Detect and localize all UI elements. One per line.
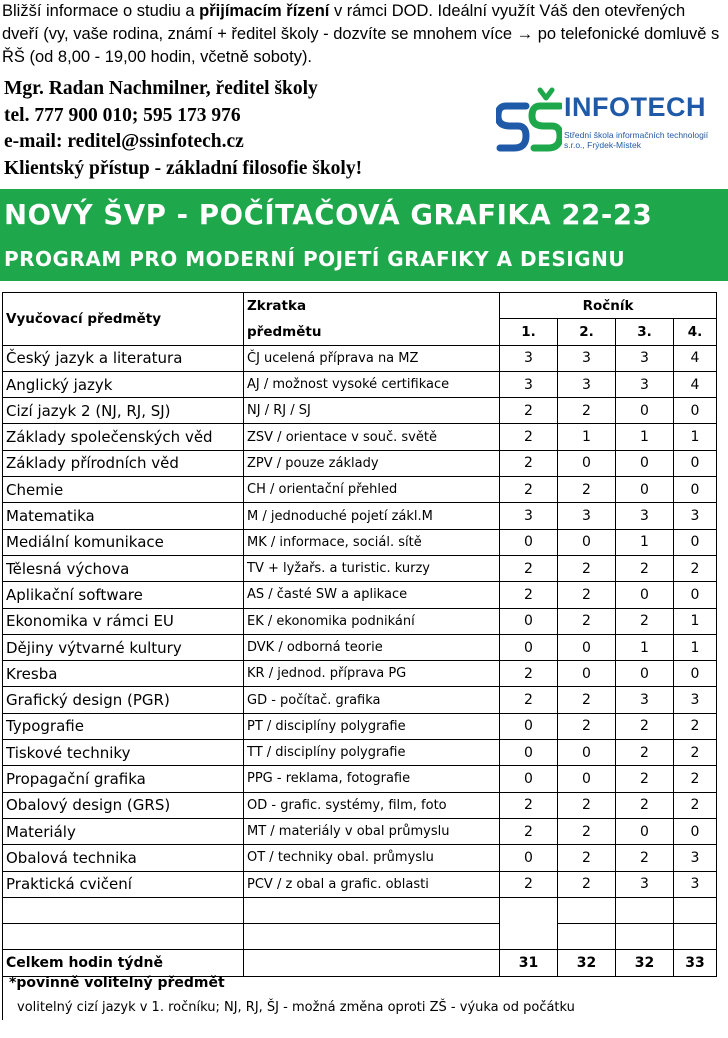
hours-year-4: 1 [674, 424, 717, 450]
subject-abbr: M / jednoduché pojetí zákl.M [244, 503, 500, 529]
header-year-2: 2. [558, 319, 616, 345]
table-row [3, 398, 717, 424]
hours-year-1: 2 [500, 582, 558, 608]
table-row [3, 871, 717, 897]
subject-abbr: ČJ ucelená příprava na MZ [244, 345, 500, 371]
subject-abbr: ZPV / pouze základy [244, 450, 500, 476]
hours-year-3: 3 [616, 687, 674, 713]
subject-abbr: MK / informace, sociál. sítě [244, 529, 500, 555]
hours-year-4: 2 [674, 740, 717, 766]
hours-year-1: 2 [500, 818, 558, 844]
hours-year-3: 0 [616, 450, 674, 476]
hours-year-4: 3 [674, 871, 717, 897]
hours-year-1: 2 [500, 477, 558, 503]
hours-year-3: 0 [616, 582, 674, 608]
subject-name: Mediální komunikace [3, 529, 244, 555]
hours-year-2: 2 [558, 713, 616, 739]
program-banner [0, 189, 728, 281]
subject-name: Základy společenských věd [3, 424, 244, 450]
total-year-1: 31 [500, 950, 558, 976]
subject-name: Dějiny výtvarné kultury [3, 634, 244, 660]
total-year-2: 32 [558, 950, 616, 976]
hours-year-3: 2 [616, 608, 674, 634]
logo-subtitle: Střední škola informačních technologií s.r.o., Frýdek-Místek [564, 130, 709, 150]
contact-block [4, 76, 362, 182]
header-year-1: 1. [500, 319, 558, 345]
hours-year-3: 2 [616, 555, 674, 581]
hours-year-3: 0 [616, 398, 674, 424]
empty-cell [616, 924, 674, 950]
header-year-3: 3. [616, 319, 674, 345]
table-row [3, 687, 717, 713]
empty-cell [500, 924, 558, 950]
hours-year-2: 2 [558, 608, 616, 634]
director-name: Mgr. Radan Nachmilner, ředitel školy [4, 78, 318, 99]
intro-text-a: Bližší informace o studiu a [2, 2, 200, 20]
hours-year-3: 0 [616, 818, 674, 844]
subject-abbr: MT / materiály v obal průmyslu [244, 818, 500, 844]
hours-year-4: 1 [674, 608, 717, 634]
hours-year-3: 2 [616, 845, 674, 871]
subject-abbr: NJ / RJ / SJ [244, 398, 500, 424]
intro-text-c: v rámci DOD. Ideální využít Váš den otevřených dveří (vy, vaše rodina, známí + ředitel školy - dozvíte se mnohem více → po telefonické domluvě s ŘŠ (od 8,00 - 19,00 hodin, včetně soboty). [2, 2, 720, 66]
header-subject: Vyučovací předměty [3, 293, 244, 346]
hours-year-4: 2 [674, 766, 717, 792]
hours-year-1: 2 [500, 871, 558, 897]
intro-paragraph [2, 0, 726, 69]
hours-year-3: 3 [616, 503, 674, 529]
hours-year-1: 2 [500, 687, 558, 713]
subject-name: Tělesná výchova [3, 555, 244, 581]
header-year: Ročník [500, 293, 717, 319]
hours-year-4: 2 [674, 792, 717, 818]
empty-cell [674, 924, 717, 950]
table-row [3, 345, 717, 371]
hours-year-2: 1 [558, 424, 616, 450]
hours-year-3: 0 [616, 661, 674, 687]
hours-year-3: 3 [616, 345, 674, 371]
hours-year-1: 2 [500, 661, 558, 687]
total-year-3: 32 [616, 950, 674, 976]
hours-year-1: 2 [500, 398, 558, 424]
logo-name: INFOTECH [564, 92, 706, 122]
table-row [3, 477, 717, 503]
hours-year-4: 4 [674, 345, 717, 371]
hours-year-2: 3 [558, 371, 616, 397]
header-row-1 [3, 293, 717, 319]
subject-name: Propagační grafika [3, 766, 244, 792]
hours-year-4: 0 [674, 450, 717, 476]
subject-name: Cizí jazyk 2 (NJ, RJ, SJ) [3, 398, 244, 424]
hours-year-3: 1 [616, 424, 674, 450]
hours-year-3: 1 [616, 634, 674, 660]
subject-name: Anglický jazyk [3, 371, 244, 397]
hours-year-4: 0 [674, 582, 717, 608]
table-row [3, 529, 717, 555]
subject-abbr: OT / techniky obal. průmyslu [244, 845, 500, 871]
school-motto: Klientský přístup - základní filosofie školy! [4, 157, 363, 179]
hours-year-2: 3 [558, 345, 616, 371]
subject-abbr: OD - grafic. systémy, film, foto [244, 792, 500, 818]
curriculum-table [2, 292, 717, 977]
notes-block [2, 970, 717, 1020]
hours-year-1: 0 [500, 713, 558, 739]
subject-name: Grafický design (PGR) [3, 687, 244, 713]
hours-year-4: 2 [674, 713, 717, 739]
table-row [3, 634, 717, 660]
hours-year-1: 3 [500, 503, 558, 529]
table-row [3, 792, 717, 818]
intro-text [2, 0, 726, 69]
hours-year-1: 3 [500, 371, 558, 397]
table-row [3, 818, 717, 844]
subject-name: Kresba [3, 661, 244, 687]
subject-abbr: ZSV / orientace v souč. světě [244, 424, 500, 450]
empty-cell [244, 924, 500, 950]
hours-year-4: 0 [674, 661, 717, 687]
header-year-4: 4. [674, 319, 717, 345]
hours-year-1: 2 [500, 424, 558, 450]
hours-year-4: 2 [674, 555, 717, 581]
subject-name: Typografie [3, 713, 244, 739]
empty-cell [500, 897, 558, 923]
empty-cell [558, 897, 616, 923]
table-row [3, 766, 717, 792]
hours-year-4: 3 [674, 687, 717, 713]
empty-cell [674, 897, 717, 923]
hours-year-1: 2 [500, 555, 558, 581]
subject-abbr: EK / ekonomika podnikání [244, 608, 500, 634]
intro-text-bold: přijímacím řízení [199, 2, 330, 20]
hours-year-2: 2 [558, 818, 616, 844]
table-row [3, 582, 717, 608]
hours-year-2: 2 [558, 845, 616, 871]
subject-name: Český jazyk a literatura [3, 345, 244, 371]
subject-name: Praktická cvičení [3, 871, 244, 897]
hours-year-3: 2 [616, 713, 674, 739]
banner-subtitle: PROGRAM PRO MODERNÍ POJETÍ GRAFIKY A DESIGNU [4, 247, 626, 271]
hours-year-3: 2 [616, 792, 674, 818]
note-language: volitelný cizí jazyk v 1. ročníku; NJ, RJ, ŠJ - možná změna oproti ZŠ - výuka od počátku [17, 1000, 575, 1015]
hours-year-3: 3 [616, 371, 674, 397]
hours-year-1: 2 [500, 450, 558, 476]
hours-year-2: 3 [558, 503, 616, 529]
subject-abbr: PCV / z obal a grafic. oblasti [244, 871, 500, 897]
ss-logo-mark-icon [496, 86, 562, 156]
table-row [3, 608, 717, 634]
subject-abbr: TT / disciplíny polygrafie [244, 740, 500, 766]
hours-year-2: 2 [558, 555, 616, 581]
hours-year-4: 4 [674, 371, 717, 397]
hours-year-2: 0 [558, 766, 616, 792]
subject-name: Obalový design (GRS) [3, 792, 244, 818]
hours-year-2: 0 [558, 634, 616, 660]
header-abbr-2: předmětu [244, 319, 500, 345]
table-row [3, 845, 717, 871]
hours-year-4: 1 [674, 634, 717, 660]
hours-year-2: 2 [558, 398, 616, 424]
subject-abbr: PPG - reklama, fotografie [244, 766, 500, 792]
subject-name: Základy přírodních věd [3, 450, 244, 476]
hours-year-2: 2 [558, 792, 616, 818]
subject-name: Ekonomika v rámci EU [3, 608, 244, 634]
hours-year-1: 2 [500, 792, 558, 818]
header-abbr-1: Zkratka [244, 293, 500, 319]
subject-name: Aplikační software [3, 582, 244, 608]
hours-year-2: 2 [558, 582, 616, 608]
hours-year-2: 0 [558, 450, 616, 476]
hours-year-4: 0 [674, 529, 717, 555]
table-row [3, 555, 717, 581]
table-row [3, 713, 717, 739]
hours-year-1: 3 [500, 345, 558, 371]
hours-year-4: 3 [674, 503, 717, 529]
subject-abbr: DVK / odborná teorie [244, 634, 500, 660]
empty-cell [3, 897, 244, 923]
hours-year-3: 0 [616, 477, 674, 503]
empty-row [3, 897, 717, 923]
empty-cell [616, 897, 674, 923]
total-label: Celkem hodin týdně [3, 950, 244, 976]
hours-year-3: 2 [616, 740, 674, 766]
subject-name: Materiály [3, 818, 244, 844]
subject-abbr: TV + lyžařs. a turistic. kurzy [244, 555, 500, 581]
hours-year-2: 2 [558, 871, 616, 897]
subject-name: Matematika [3, 503, 244, 529]
note-mandatory: *povinně volitelný předmět [9, 975, 225, 991]
total-year-4: 33 [674, 950, 717, 976]
table-row [3, 424, 717, 450]
table-row [3, 740, 717, 766]
hours-year-1: 0 [500, 529, 558, 555]
hours-year-2: 0 [558, 740, 616, 766]
subject-name: Obalová technika [3, 845, 244, 871]
hours-year-2: 2 [558, 687, 616, 713]
hours-year-4: 0 [674, 477, 717, 503]
hours-year-4: 0 [674, 398, 717, 424]
hours-year-2: 2 [558, 477, 616, 503]
hours-year-1: 0 [500, 740, 558, 766]
hours-year-2: 0 [558, 529, 616, 555]
infotech-logo [496, 86, 722, 156]
hours-year-3: 2 [616, 766, 674, 792]
email-address[interactable]: e-mail: reditel@ssinfotech.cz [4, 131, 244, 152]
hours-year-1: 0 [500, 845, 558, 871]
empty-cell [3, 924, 244, 950]
subject-name: Tiskové techniky [3, 740, 244, 766]
subject-abbr: CH / orientační přehled [244, 477, 500, 503]
subject-abbr: KR / jednod. příprava PG [244, 661, 500, 687]
hours-year-1: 0 [500, 766, 558, 792]
banner-title: NOVÝ ŠVP - POČÍTAČOVÁ GRAFIKA 22-23 [4, 199, 653, 231]
table-row [3, 661, 717, 687]
hours-year-3: 3 [616, 871, 674, 897]
hours-year-3: 1 [616, 529, 674, 555]
table-row [3, 371, 717, 397]
hours-year-1: 0 [500, 608, 558, 634]
subject-abbr: GD - počítač. grafika [244, 687, 500, 713]
subject-abbr: PT / disciplíny polygrafie [244, 713, 500, 739]
subject-name: Chemie [3, 477, 244, 503]
table-row [3, 503, 717, 529]
hours-year-4: 3 [674, 845, 717, 871]
empty-cell [558, 924, 616, 950]
table-row [3, 450, 717, 476]
subject-abbr: AJ / možnost vysoké certifikace [244, 371, 500, 397]
hours-year-2: 0 [558, 661, 616, 687]
hours-year-1: 0 [500, 634, 558, 660]
subject-abbr: AS / časté SW a aplikace [244, 582, 500, 608]
empty-row [3, 924, 717, 950]
hours-year-4: 0 [674, 818, 717, 844]
phone-numbers: tel. 777 900 010; 595 173 976 [4, 104, 241, 126]
empty-cell [244, 897, 500, 923]
